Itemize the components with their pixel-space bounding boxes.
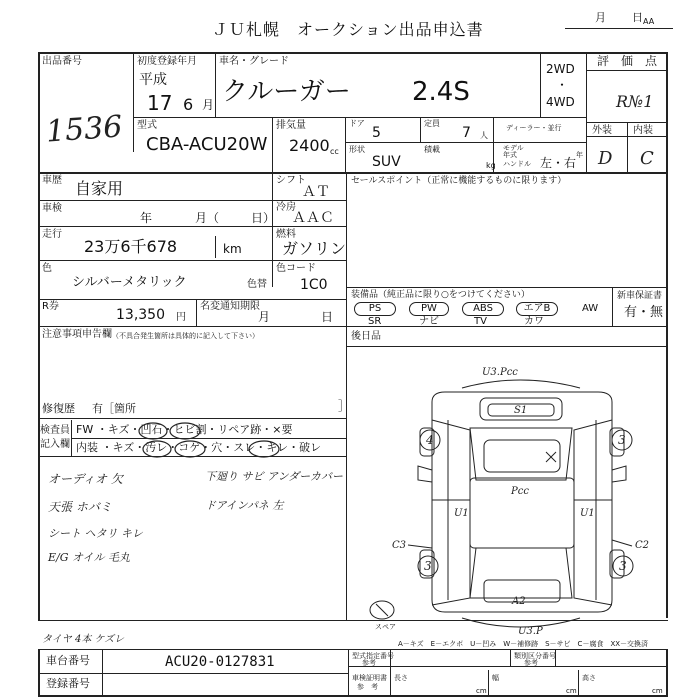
width-label: 幅 (492, 674, 499, 682)
door-label: ドア (349, 119, 365, 128)
equipment-pw: PW (409, 302, 449, 316)
registration-month: 6 (183, 95, 194, 114)
tire-front-left: 4 (426, 433, 434, 447)
shift-value: ＡＴ (302, 184, 330, 200)
equipment-tv: TV (474, 316, 487, 327)
color-change-label: 色替 (247, 279, 267, 290)
ac-label: 冷房 (276, 202, 296, 213)
diagram-right-u1: U1 (580, 508, 595, 519)
registration-year: 17 (147, 91, 173, 115)
diagram-a2: A2 (512, 596, 526, 607)
ac-value: ＡＡＣ (292, 210, 334, 226)
color-label: 色 (42, 263, 52, 274)
sales-point-label: セールスポイント（正常に機能するものに限ります） (351, 176, 567, 186)
certificate-label: 車検証明書 (352, 674, 387, 682)
recycle-label: R券 (42, 301, 59, 312)
chassis-number-value: ACU20-0127831 (165, 654, 275, 670)
line (578, 670, 579, 695)
note-door-panel: ドアインパネ 左 (205, 499, 284, 512)
grade-value: 2.4S (412, 77, 470, 107)
diagram-roof-note: Pcc (511, 486, 529, 497)
history-value: 自家用 (75, 179, 124, 198)
equipment-abs: ABS (462, 302, 504, 316)
height-unit: cm (652, 687, 663, 695)
equipment-airbag: エアB (516, 302, 558, 316)
note-engine-oil: E/G オイル 毛丸 (48, 551, 130, 564)
first-registration-label: 初度登録年月 (137, 56, 197, 67)
height-label: 高さ (582, 674, 596, 682)
inspector-label-2: 記入欄 (40, 439, 70, 450)
mileage-value: 23万6千678 (84, 237, 178, 256)
line (38, 673, 348, 674)
transfer-deadline-label: 名変通知期限 (200, 301, 260, 312)
capacity-unit: 人 (480, 131, 488, 140)
fuel-value: ガソリン (282, 239, 347, 258)
car-name-label: 車名・グレード (219, 56, 289, 67)
line (102, 649, 103, 697)
diagram-s1: S1 (514, 405, 528, 416)
header-month-label: 月 (595, 11, 606, 24)
length-unit: cm (476, 687, 487, 695)
width-unit: cm (566, 687, 577, 695)
spare-label: スペア (375, 623, 396, 631)
mileage-unit: km (223, 242, 242, 256)
note-tires: タイヤ 4本 ケズレ (42, 634, 125, 645)
line (348, 649, 349, 697)
attention-note: （不具合発生箇所は具体的に記入して下さい） (112, 332, 259, 340)
model-value: CBA-ACU20W (146, 134, 268, 155)
inspector-line-fw: FW ・キズ・凹石・ヒビ割・リペア跡・×要 (76, 423, 293, 436)
model-label: 型式 (137, 120, 157, 131)
transfer-day: 日 (321, 310, 334, 324)
era-label: 平成 (139, 72, 167, 88)
interior-label: 内装 (633, 125, 653, 136)
handle-label: ハンドル (503, 160, 531, 168)
tire-rear-right: 3 (619, 559, 627, 573)
model-year-unit: 年 (576, 151, 583, 159)
model-year-label-2: 年式 (503, 151, 517, 159)
recycle-unit: 円 (176, 312, 186, 323)
repair-history-label: 修復歴 (42, 402, 75, 415)
tire-rear-left: 3 (424, 559, 432, 573)
registration-month-unit: 月 (202, 98, 215, 112)
inspection-year: 年 (140, 211, 153, 225)
diagram-c3: C3 (392, 540, 407, 551)
type-designation-label: 型式指定番号 (352, 652, 394, 660)
drive-separator: ・ (556, 78, 569, 92)
equipment-navi: ナビ (419, 316, 439, 327)
inspector-line-interior: 内装 ・キズ・汚レ・コゲ・穴・スレ・キレ・破レ (76, 441, 322, 454)
header-day-label: 日 (632, 11, 643, 24)
displacement-value: 2400 (289, 136, 330, 155)
diagram-rear-note: U3.P (518, 626, 543, 637)
equipment-sr: SR (368, 316, 382, 327)
evaluation-label: 評 価 点 (597, 54, 658, 68)
handle-value: 左・右 (540, 156, 577, 170)
length-label: 長さ (394, 674, 408, 682)
transfer-month: 月 (258, 310, 271, 324)
evaluation-value: R№1 (616, 92, 654, 111)
repair-close-bracket: ］ (338, 399, 351, 413)
certificate-ref: 参 考 (357, 683, 378, 691)
interior-value: C (640, 148, 654, 169)
drive-2wd: 2WD (546, 62, 575, 76)
equipment-leather: カワ (524, 316, 544, 327)
car-name-value: クルーガー (222, 77, 351, 107)
color-code-value: 1C0 (300, 277, 328, 293)
line (510, 649, 511, 667)
line (488, 670, 489, 695)
classification-label: 類別区分番号 (514, 652, 556, 660)
displacement-unit: cc (330, 147, 339, 156)
type-designation-ref: 参考 (362, 659, 376, 667)
inspection-day: 日） (251, 211, 276, 225)
inspection-month: 月（ (195, 211, 220, 225)
note-underbody: 下廻り サビ アンダーカバー (205, 470, 343, 483)
load-label: 積載 (424, 145, 440, 154)
damage-legend: A－キズ E－エクボ U－凹み W－補修跡 S－サビ C－腐食 XX－交換済 (398, 640, 649, 648)
color-value: シルバーメタリック (72, 275, 187, 290)
header-day-suffix: AA (643, 17, 655, 26)
inspection-label: 車検 (42, 203, 62, 214)
equipment-label: 装備品（純正品に限り○をつけてください） (351, 290, 530, 300)
lot-number-value: 1536 (44, 109, 124, 150)
capacity-value: 7 (462, 125, 471, 141)
line (38, 695, 668, 697)
door-value: 5 (372, 125, 381, 141)
registration-number-label: 登録番号 (46, 677, 90, 690)
displacement-label: 排気量 (276, 120, 306, 131)
shift-label: シフト (276, 175, 306, 186)
model-year-label: モデル (503, 144, 524, 152)
inspector-label: 検査員 (40, 425, 70, 436)
drive-4wd: 4WD (546, 95, 575, 109)
line (38, 649, 668, 650)
note-seat: シート ヘタリ キレ (48, 527, 143, 540)
chassis-number-label: 車台番号 (46, 654, 90, 667)
shape-label: 形状 (349, 145, 365, 154)
form-title: ＪＵ札幌 オークション出品申込書 (212, 20, 484, 39)
color-code-label: 色コード (276, 263, 316, 274)
line (38, 649, 40, 697)
line (666, 649, 668, 697)
exterior-label: 外装 (592, 125, 612, 136)
note-headliner: 天張 ホバミ (48, 500, 112, 514)
warranty-label: 新車保証書 (617, 291, 663, 301)
after-items-label: 後日品 (351, 331, 381, 342)
classification-ref: 参考 (524, 659, 538, 667)
repair-history-value: 有［箇所 (92, 402, 136, 415)
diagram-c2: C2 (635, 540, 650, 551)
shape-value: SUV (372, 154, 401, 170)
mileage-label: 走行 (42, 229, 62, 240)
equipment-aw: AW (582, 303, 599, 314)
tire-front-right: 3 (618, 433, 626, 447)
history-label: 車歴 (42, 175, 62, 186)
equipment-ps: PS (354, 302, 396, 316)
exterior-value: D (598, 148, 613, 169)
line (348, 666, 666, 667)
dealer-import-label: ディーラー・並行 (506, 124, 562, 132)
note-audio: オーディオ 欠 (48, 472, 123, 486)
recycle-value: 13,350 (116, 307, 165, 323)
capacity-label: 定員 (424, 119, 440, 128)
load-unit: kg (486, 161, 496, 170)
warranty-value: 有・無 (624, 305, 664, 320)
attention-label: 注意事項申告欄 (42, 329, 112, 340)
diagram-front-note: U3.Pcc (482, 367, 518, 378)
fuel-label: 燃料 (276, 229, 296, 240)
lot-number-label: 出品番号 (42, 56, 82, 67)
diagram-left-u1: U1 (454, 508, 469, 519)
